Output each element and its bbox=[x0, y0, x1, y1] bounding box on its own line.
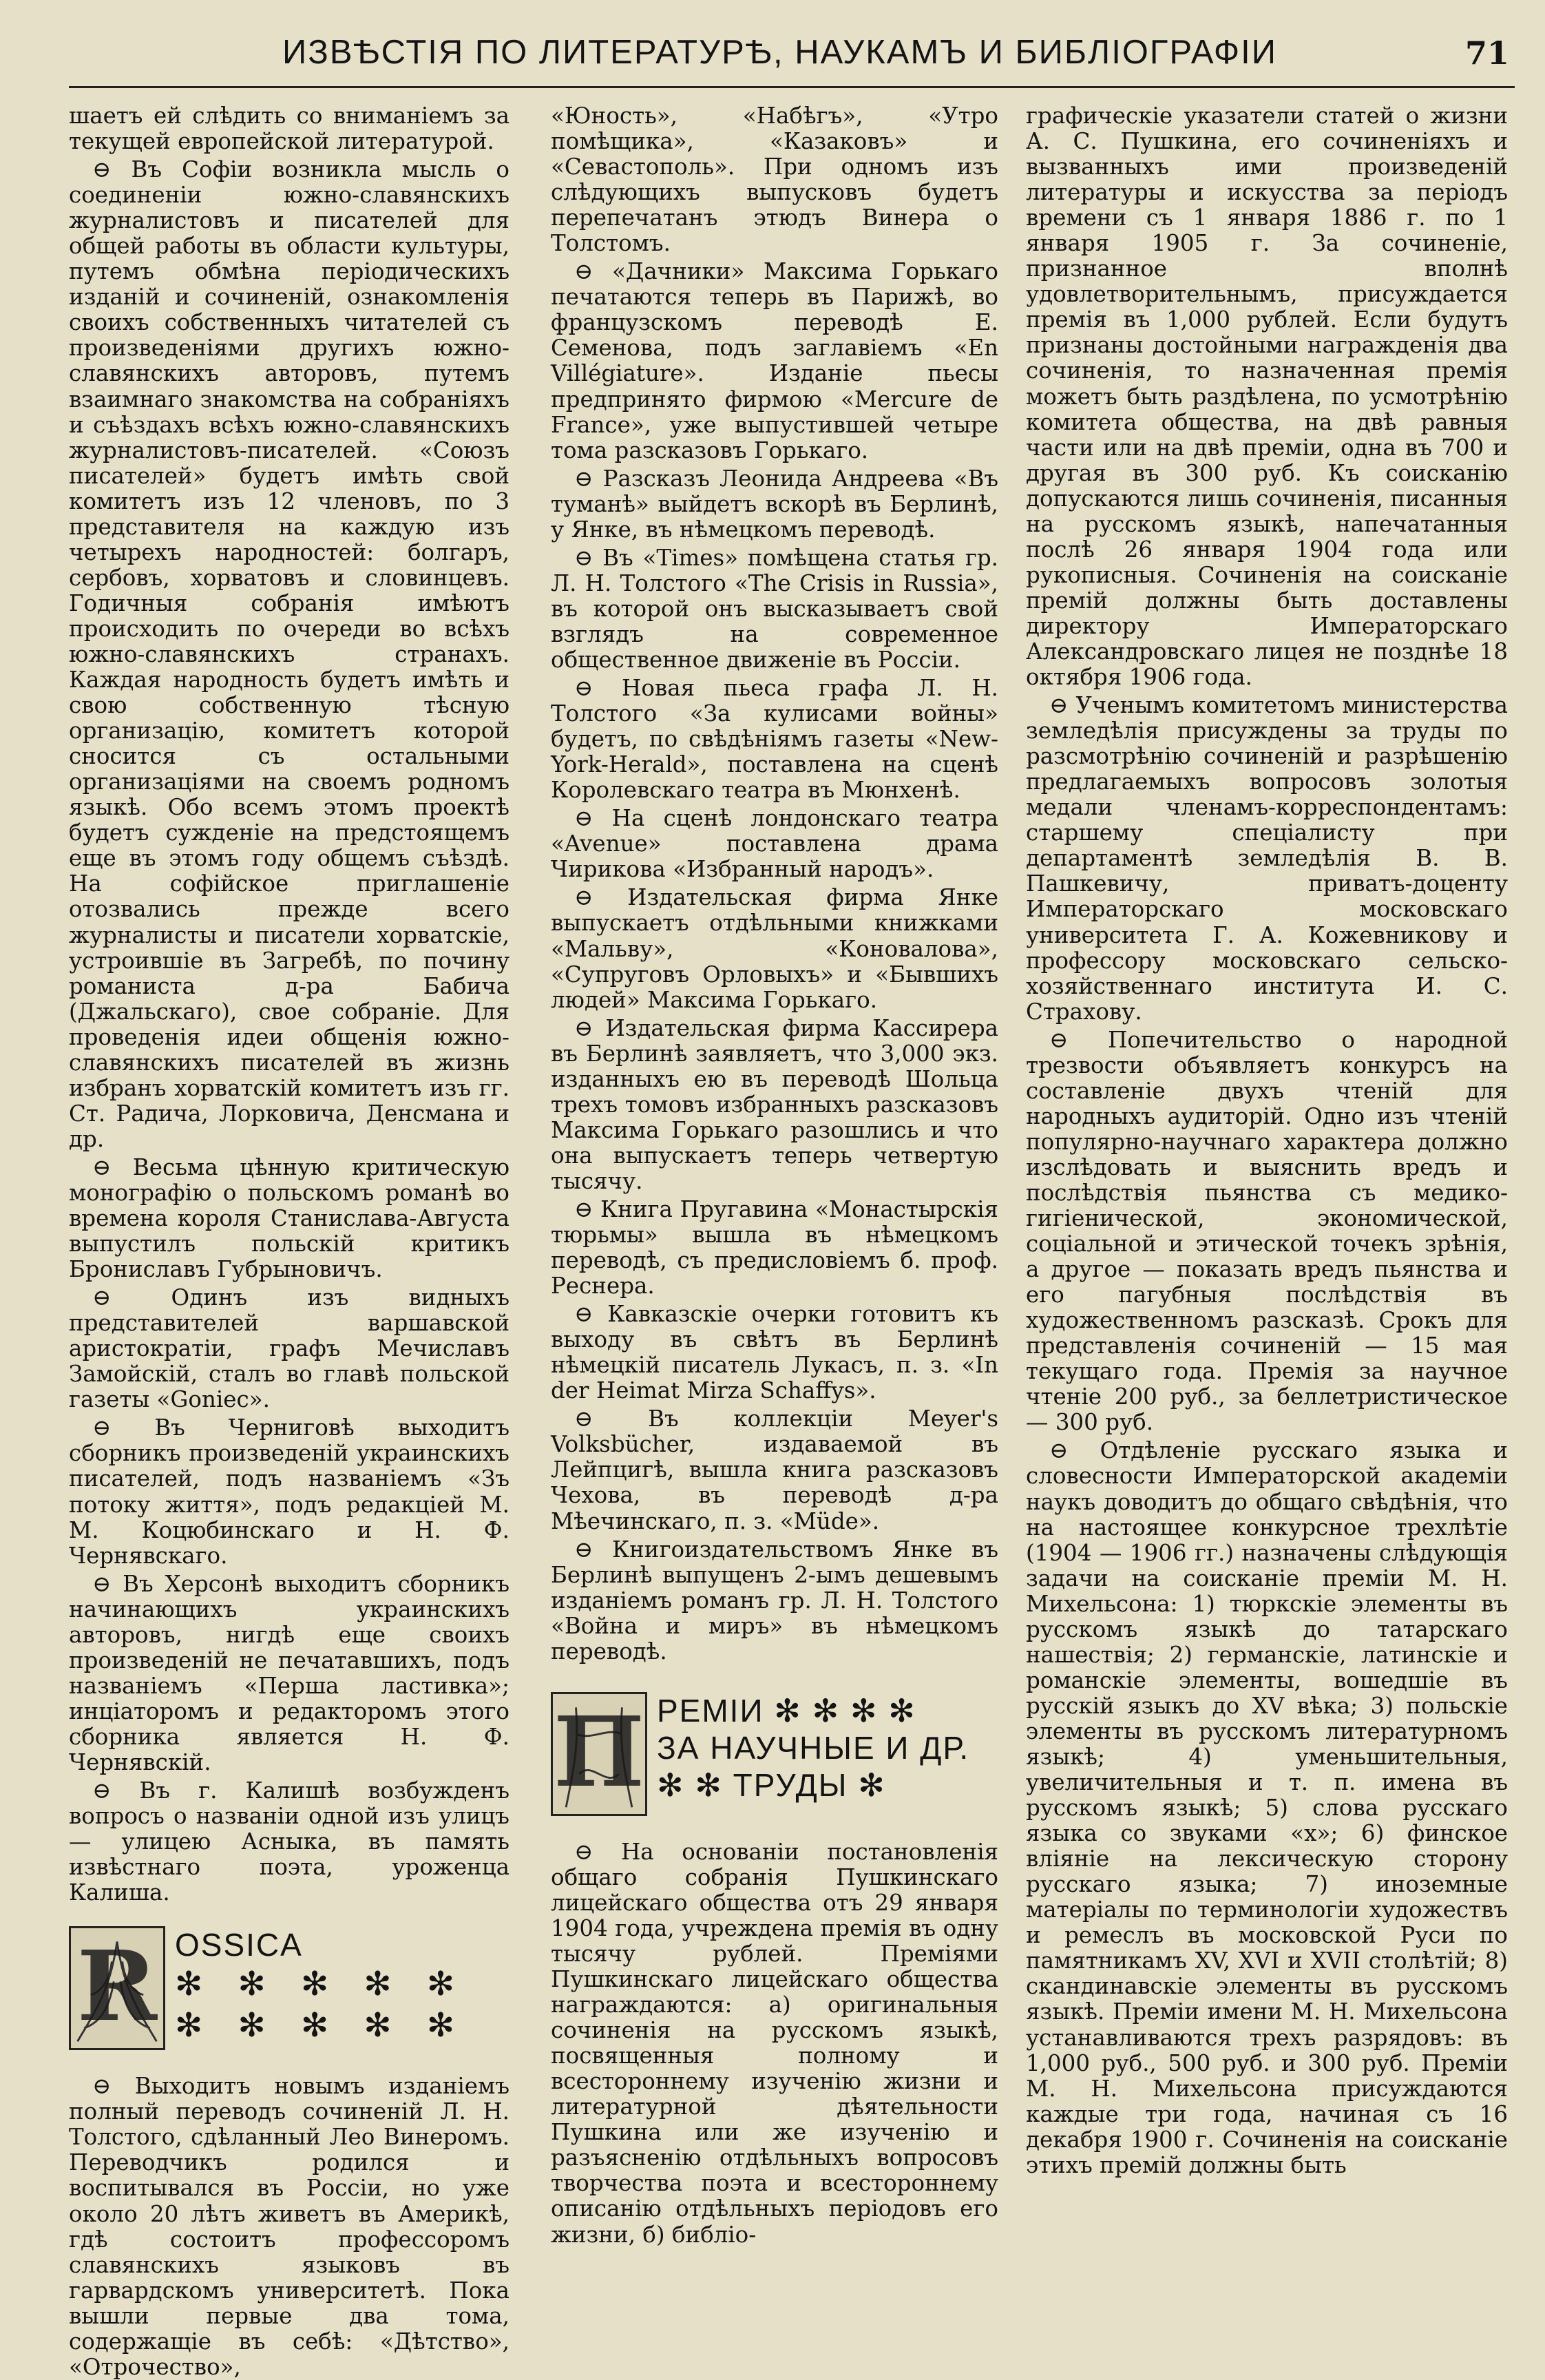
section-title-rossica: OSSICA bbox=[175, 1927, 303, 1963]
page-number: 71 bbox=[1464, 34, 1509, 72]
news-item-war-and-peace: ⊖ Книгоиздательствомъ Янке въ Берлинѣ выпущенъ 2-ымъ дешевымъ изданіемъ романъ гр. Л. Н. Толстого «Война и миръ» въ нѣмецкомъ переводѣ. bbox=[551, 1537, 998, 1664]
section-title-premii-2: ЗА НАУЧНЫЕ И ДР. bbox=[657, 1729, 970, 1766]
news-item-dachniki: ⊖ «Дачники» Максима Горькаго печатаются теперь въ Парижѣ, во французскомъ переводѣ Е. Семенова, подъ заглавіемъ «En Villégiature». Изданіе пьесы предпринято фирмою «Mercure de France», уже выпустившей четыре тома разсказовъ Горькаго. bbox=[551, 259, 998, 463]
news-item-agriculture: ⊖ Ученымъ комитетомъ министерства земледѣлія присуждены за труды по разсмотрѣнію сочиненій и разрѣшенію предлагаемыхъ вопросовъ золотыя медали членамъ-корреспондентамъ: старшему спеціалисту при департаментѣ земледѣлія В. В. Пашкевичу, приватъ-доценту Императорскаго московскаго университета Г. А. Кожевникову и профессору московскаго сельско-хозяйственнаго института И. С. Страхову. bbox=[1026, 693, 1508, 1025]
column-2 bbox=[551, 103, 999, 2248]
news-item-sofia: ⊖ Въ Софіи возникла мысль о соединеніи южно-славянскихъ журналистовъ и писателей для общей работы въ области культуры, путемъ обмѣна періодическихъ изданій и сочиненій, ознакомленія своихъ собственныхъ читателей съ произведеніями другихъ южно-славянскихъ авторовъ, путемъ взаимнаго знакомства на собраніяхъ и съѣздахъ всѣхъ южно-славянскихъ журналистовъ-писателей. «Союзъ писателей» будетъ имѣть свой комитетъ изъ 12 членовъ, по 3 представителя на каждую изъ четырехъ народностей: болгаръ, сербовъ, хорватовъ и словинцевъ. Годичныя собранія имѣютъ происходить по очереди во всѣхъ южно-славянскихъ странахъ. Каждая народность будетъ имѣть и свою собственную тѣсную организацію, комитетъ которой сносится съ остальными организаціями на своемъ родномъ языкѣ. Обо всемъ этомъ проектѣ будетъ сужденіе на предстоящемъ еще въ этомъ году общемъ съѣздѣ. На софійское приглашеніе отозвались прежде всего журналисты и писатели хорватскіе, устроившіе въ Загребѣ, по почину романиста д-ра Бабича (Джальскаго), свое собраніе. Для проведенія идеи общенія южно-славянскихъ писателей въ жизнь избранъ хорватскій комитетъ изъ гг. Ст. Радича, Лорковича, Денсмана и др. bbox=[69, 157, 509, 1152]
column-1 bbox=[69, 103, 510, 2380]
ornamental-stars: ✻ ✻ ✻ ✻ ✻ bbox=[175, 1965, 467, 2004]
news-item-avenue: ⊖ На сценѣ лондонскаго театра «Avenue» поставлена драма Чирикова «Избранный народъ». bbox=[551, 806, 998, 882]
ornate-initial-r-icon: R bbox=[69, 1926, 165, 2050]
page-header bbox=[69, 21, 1515, 88]
section-heading-rossica bbox=[69, 1926, 509, 2050]
news-item-monograph: ⊖ Весьма цѣнную критическую монографію о польскомъ романѣ во времена короля Станислава-Августа выпустилъ польскій критикъ Брониславъ Губрыновичъ. bbox=[69, 1155, 509, 1282]
news-item-wiener: ⊖ Выходитъ новымъ изданіемъ полный переводъ сочиненій Л. Н. Толстого, сдѣланный Лео Винеромъ. Переводчикъ родился и воспитывался въ Россіи, но уже около 20 лѣтъ живетъ въ Америкѣ, гдѣ состоитъ профессоромъ славянскихъ языковъ въ гарвардскомъ университетѣ. Пока вышли первые два тома, содержащіе въ себѣ: «Дѣтство», «Отрочество», bbox=[69, 2074, 509, 2380]
news-item-andreev: ⊖ Разсказъ Леонида Андреева «Въ туманѣ» выйдетъ вскорѣ въ Берлинѣ, у Янке, въ нѣмецкомъ переводѣ. bbox=[551, 466, 998, 543]
news-item-academy: ⊖ Отдѣленіе русскаго языка и словесности Императорской академіи наукъ доводитъ до общаго свѣдѣнія, что на настоящее конкурсное трехлѣтіе (1904 — 1906 гг.) назначены слѣдующія задачи на соисканіе преміи М. Н. Михельсона: 1) тюркскіе элементы въ русскомъ языкѣ до татарскаго нашествія; 2) германскіе, латинскіе и романскіе элементы, вошедшіе въ русскій языкъ до XV вѣка; 3) польскіе элементы въ русскомъ литературномъ языкѣ; 4) уменьшительныя, увеличительныя и т. п. имена въ русскомъ языкѣ; 5) слова русскаго языка со звуками «х»; 6) финское вліяніе на лексическую сторону русскаго языка; 7) иноземные матеріалы по терминологіи художествъ и ремеслъ въ московской Руси по памятникамъ XV, XVI и XVII столѣтій; 8) скандинавскіе элементы въ русскомъ языкѣ. Преміи имени М. Н. Михельсона устанавливаются трехъ разрядовъ: въ 1,000 руб., 500 руб. и 300 руб. Преміи М. Н. Михельсона присуждаются каждые три года, начиная съ 16 декабря 1900 г. Сочиненія на соисканіе этихъ премій должны быть bbox=[1026, 1438, 1508, 2178]
news-item-zamoyski: ⊖ Одинъ изъ видныхъ представителей варшавской аристократіи, графъ Мечиславъ Замойскій, сталъ во главѣ польской газеты «Goniec». bbox=[69, 1285, 509, 1412]
news-item-tolstoy-play: ⊖ Новая пьеса графа Л. Н. Толстого «За кулисами войны» будетъ, по свѣдѣніямъ газеты «New-York-Herald», поставлена на сценѣ Королевскаго театра въ Мюнхенѣ. bbox=[551, 676, 998, 803]
news-item-times: ⊖ Въ «Times» помѣщена статья гр. Л. Н. Толстого «The Crisis in Russia», въ которой онъ высказываетъ свой взглядъ на современное общественное движеніе въ Россіи. bbox=[551, 545, 998, 673]
section-title-premii-1: РЕМІИ ✻ ✻ ✻ ✻ bbox=[657, 1692, 916, 1729]
column-3 bbox=[1026, 103, 1509, 2178]
ornamental-stars: ✻ ✻ ✻ ✻ ✻ bbox=[175, 2006, 467, 2045]
running-title: ИЗВѢСТІЯ ПО ЛИТЕРАТУРѢ, НАУКАМЪ И БИБЛІОГРАФІИ bbox=[282, 34, 1278, 71]
news-item-cassirer: ⊖ Издательская фирма Кассирера въ Берлинѣ заявляетъ, что 3,000 экз. изданныхъ ею въ переводѣ Шольца трехъ томовъ избранныхъ разсказовъ Максима Горькаго разошлись и что она выпускаетъ теперь четвертую тысячу. bbox=[551, 1016, 998, 1194]
news-item-chernigov: ⊖ Въ Черниговѣ выходитъ сборникъ произведеній украинскихъ писателей, подъ названіемъ «Зъ потоку життя», подъ редакціей М. М. Коцюбинскаго и Н. Ф. Чернявскаго. bbox=[69, 1415, 509, 1568]
news-item-pushkin-prize: ⊖ На основаніи постановленія общаго собранія Пушкинскаго лицейскаго общества отъ 29 января 1904 года, учреждена премія въ одну тысячу рублей. Преміями Пушкинскаго лицейскаго общества награждаются: а) оригинальныя сочиненія на русскомъ языкѣ, посвященныя полному и всестороннему изученію жизни и литературной дѣятельности Пушкина или же изученію и разъясненію отдѣльныхъ вопросовъ творчества поэта и всестороннему описанію отдѣльныхъ періодовъ его жизни, б) библіо- bbox=[551, 1839, 998, 2248]
news-item-meyer: ⊖ Въ коллекціи Meyer's Volksbücher, издаваемой въ Лейпцигѣ, вышла книга разсказовъ Чехова, въ переводѣ д-ра Мѣечинскаго, п. з. «Müde». bbox=[551, 1406, 998, 1534]
ornate-initial-p-icon: П bbox=[551, 1692, 647, 1816]
news-item-kalisz: ⊖ Въ г. Калишѣ возбужденъ вопросъ о названіи одной изъ улицъ — улицею Асныка, въ память извѣстнаго поэта, уроженца Калиша. bbox=[69, 1778, 509, 1906]
paragraph: «Юность», «Набѣгъ», «Утро помѣщика», «Казаковъ» и «Севастополь». При одномъ изъ слѣдующихъ выпусковъ будетъ перепечатанъ этюдъ Винера о Толстомъ. bbox=[551, 103, 998, 257]
paragraph: графическіе указатели статей о жизни А. С. Пушкина, его сочиненіяхъ и вызванныхъ ими произведеній литературы и искусства за періодъ времени съ 1 января 1886 г. по 1 января 1905 г. За сочиненіе, признанное вполнѣ удовлетворительнымъ, присуждается премія въ 1,000 рублей. Если будутъ признаны достойными награжденія два сочиненія, то назначенная премія можетъ быть раздѣлена, по усмотрѣнію комитета общества, на двѣ равныя части или на двѣ преміи, одна въ 700 и другая въ 300 руб. Къ соисканію допускаются лишь сочиненія, писанныя на русскомъ языкѣ, напечатанныя послѣ 26 января 1904 года или рукописныя. Сочиненія на соисканіе премій должны быть доставлены директору Императорскаго Александровскаго лицея не позднѣе 18 октября 1906 года. bbox=[1026, 103, 1508, 691]
paragraph: шаетъ ей слѣдить со вниманіемъ за текущей европейской литературой. bbox=[69, 103, 509, 155]
section-heading-premii bbox=[551, 1692, 998, 1816]
news-item-caucasus: ⊖ Кавказскіе очерки готовитъ къ выходу въ свѣтъ въ Берлинѣ нѣмецкій писатель Лукасъ, п. з. «In der Heimat Mirza Schaffys». bbox=[551, 1302, 998, 1403]
news-item-prugavin: ⊖ Книга Пругавина «Монастырскія тюрьмы» вышла въ нѣмецкомъ переводѣ, съ предисловіемъ б. проф. Реснера. bbox=[551, 1197, 998, 1299]
section-title-premii-3: ✻ ✻ ТРУДЫ ✻ bbox=[657, 1766, 886, 1803]
news-item-kherson: ⊖ Въ Херсонѣ выходитъ сборникъ начинающихъ украинскихъ авторовъ, нигдѣ еще своихъ произведеній не печатавшихъ, подъ названіемъ «Перша ластивка»; инціаторомъ и редакторомъ этого сборника является Н. Ф. Чернявскій. bbox=[69, 1572, 509, 1775]
news-item-temperance: ⊖ Попечительство о народной трезвости объявляетъ конкурсъ на составленіе двухъ чтеній для народныхъ аудиторій. Одно изъ чтеній популярно-научнаго характера должно изслѣдовать и выяснить вредъ и послѣдствія пьянства съ медико-гигіенической, экономической, соціальной и этической точекъ зрѣнія, а другое — показать вредъ пьянства и его пагубныя послѣдствія въ художественномъ разсказѣ. Срокъ для представленія сочиненій — 15 мая текущаго года. Премія за научное чтеніе 200 руб., за беллетристическое — 300 руб. bbox=[1026, 1027, 1508, 1436]
news-item-janke: ⊖ Издательская фирма Янке выпускаетъ отдѣльными книжками «Мальву», «Коновалова», «Супруговъ Орловыхъ» и «Бывшихъ людей» Максима Горькаго. bbox=[551, 885, 998, 1012]
